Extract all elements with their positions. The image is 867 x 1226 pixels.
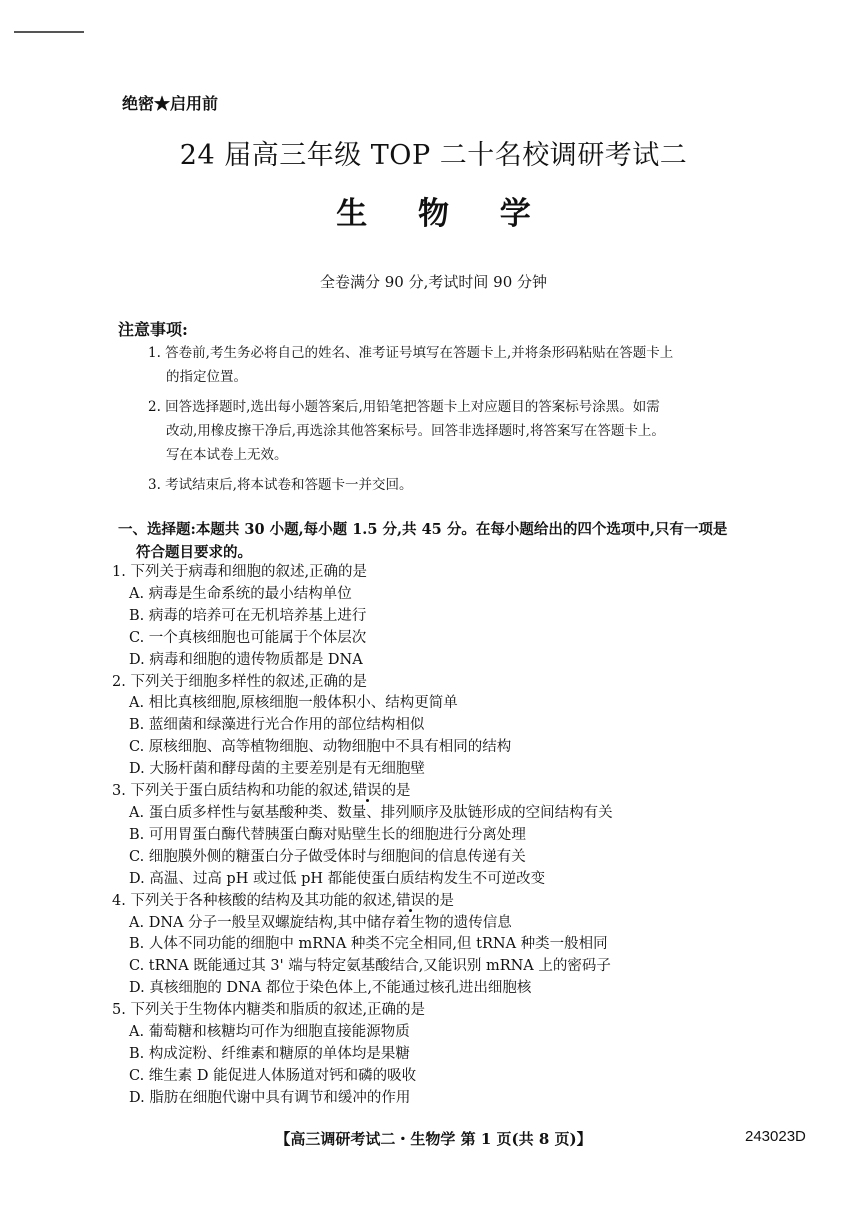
question-5 [112,1000,812,1110]
option-d: D. 病毒和细胞的遗传物质都是 DNA [129,651,363,668]
option-c: C. 原核细胞、高等植物细胞、动物细胞中不具有相同的结构 [129,739,512,756]
page-footer: 【高三调研考试二・生物学 第 1 页(共 8 页)】 [275,1130,592,1148]
notice-text: 2. 回答选择题时,选出每小题答案后,用铅笔把答题卡上对应题目的答案标号涂黑。如需 [148,399,660,415]
question-stem: 5. 下列关于生物体内糖类和脂质的叙述,正确的是 [112,1002,426,1019]
question-stem: 1. 下列关于病毒和细胞的叙述,正确的是 [112,564,368,580]
notice-heading: 注意事项: [118,320,188,339]
option-d: D. 真核细胞的 DNA 都位于染色体上,不能通过核孔进出细胞核 [129,980,532,997]
section-heading [118,518,818,564]
option-a: A. 相比真核细胞,原核细胞一般体积小、结构更简单 [129,695,458,712]
question-3 [112,781,812,891]
section-text: 一、选择题:本题共 30 小题,每小题 1.5 分,共 45 分。在每小题给出的四个选项中,只有一项是 [118,521,728,538]
notice-text: 的指定位置。 [166,369,247,385]
option-b: B. 蓝细菌和绿藻进行光合作用的部位结构相似 [129,717,425,734]
option-a: A. 病毒是生命系统的最小结构单位 [129,585,352,602]
emphasis-text: 错误 [396,892,426,909]
option-b: B. 构成淀粉、纤维素和糖原的单体均是果糖 [129,1045,410,1062]
notice-text: 3. 考试结束后,将本试卷和答题卡一并交回。 [148,477,413,493]
option-d: D. 大肠杆菌和酵母菌的主要差别是有无细胞壁 [129,761,425,778]
notice-text: 1. 答卷前,考生务必将自己的姓名、准考证号填写在答题卡上,并将条形码粘贴在答题卡上 [148,345,674,361]
question-4 [112,891,812,1001]
question-list [112,562,812,1110]
subject-title: 生 物 学 [336,196,551,232]
notice-item [148,395,808,467]
notice-text: 改动,用橡皮擦干净后,再选涂其他答案标号。回答非选择题时,将答案写在答题卡上。 [166,423,665,439]
option-a: A. 蛋白质多样性与氨基酸种类、数量、排列顺序及肽链形成的空间结构有关 [129,804,613,821]
option-c: C. 维生素 D 能促进人体肠道对钙和磷的吸收 [129,1067,417,1084]
option-d: D. 高温、过高 pH 或过低 pH 都能使蛋白质结构发生不可逆改变 [129,870,546,887]
option-c: C. 一个真核细胞也可能属于个体层次 [129,629,367,646]
option-a: A. DNA 分子一般呈双螺旋结构,其中储存着生物的遗传信息 [129,914,512,931]
option-b: B. 病毒的培养可在无机培养基上进行 [129,607,367,624]
exam-title: 24 届高三年级 TOP 二十名校调研考试二 [179,140,688,171]
score-info: 全卷满分 90 分,考试时间 90 分钟 [319,273,547,291]
question-1 [112,562,812,672]
option-b: B. 可用胃蛋白酶代替胰蛋白酶对贴壁生长的细胞进行分离处理 [129,826,526,843]
option-d: D. 脂肪在细胞代谢中具有调节和缓冲的作用 [129,1089,411,1106]
paper-code: 243023D [745,1128,806,1145]
notice-item [148,341,808,389]
question-stem: 2. 下列关于细胞多样性的叙述,正确的是 [112,673,368,690]
question-stem: 4. 下列关于各种核酸的结构及其功能的叙述,错误的是 [112,892,455,909]
classified-label: 绝密★启用前 [122,94,219,113]
option-b: B. 人体不同功能的细胞中 mRNA 种类不完全相同,但 tRNA 种类一般相同 [129,936,608,953]
option-c: C. 细胞膜外侧的糖蛋白分子做受体时与细胞间的信息传递有关 [129,848,526,865]
question-stem: 3. 下列关于蛋白质结构和功能的叙述,错误的是 [112,783,411,800]
section-text: 符合题目要求的。 [136,544,252,561]
notice-list [148,341,808,503]
notice-text: 写在本试卷上无效。 [166,447,288,463]
option-c: C. tRNA 既能通过其 3' 端与特定氨基酸结合,又能识别 mRNA 上的密码子 [129,958,611,975]
option-a: A. 葡萄糖和核糖均可作为细胞直接能源物质 [129,1024,410,1041]
question-2 [112,672,812,782]
notice-item [148,473,808,497]
emphasis-text: 错误 [352,783,382,800]
scan-edge-line [14,31,84,33]
